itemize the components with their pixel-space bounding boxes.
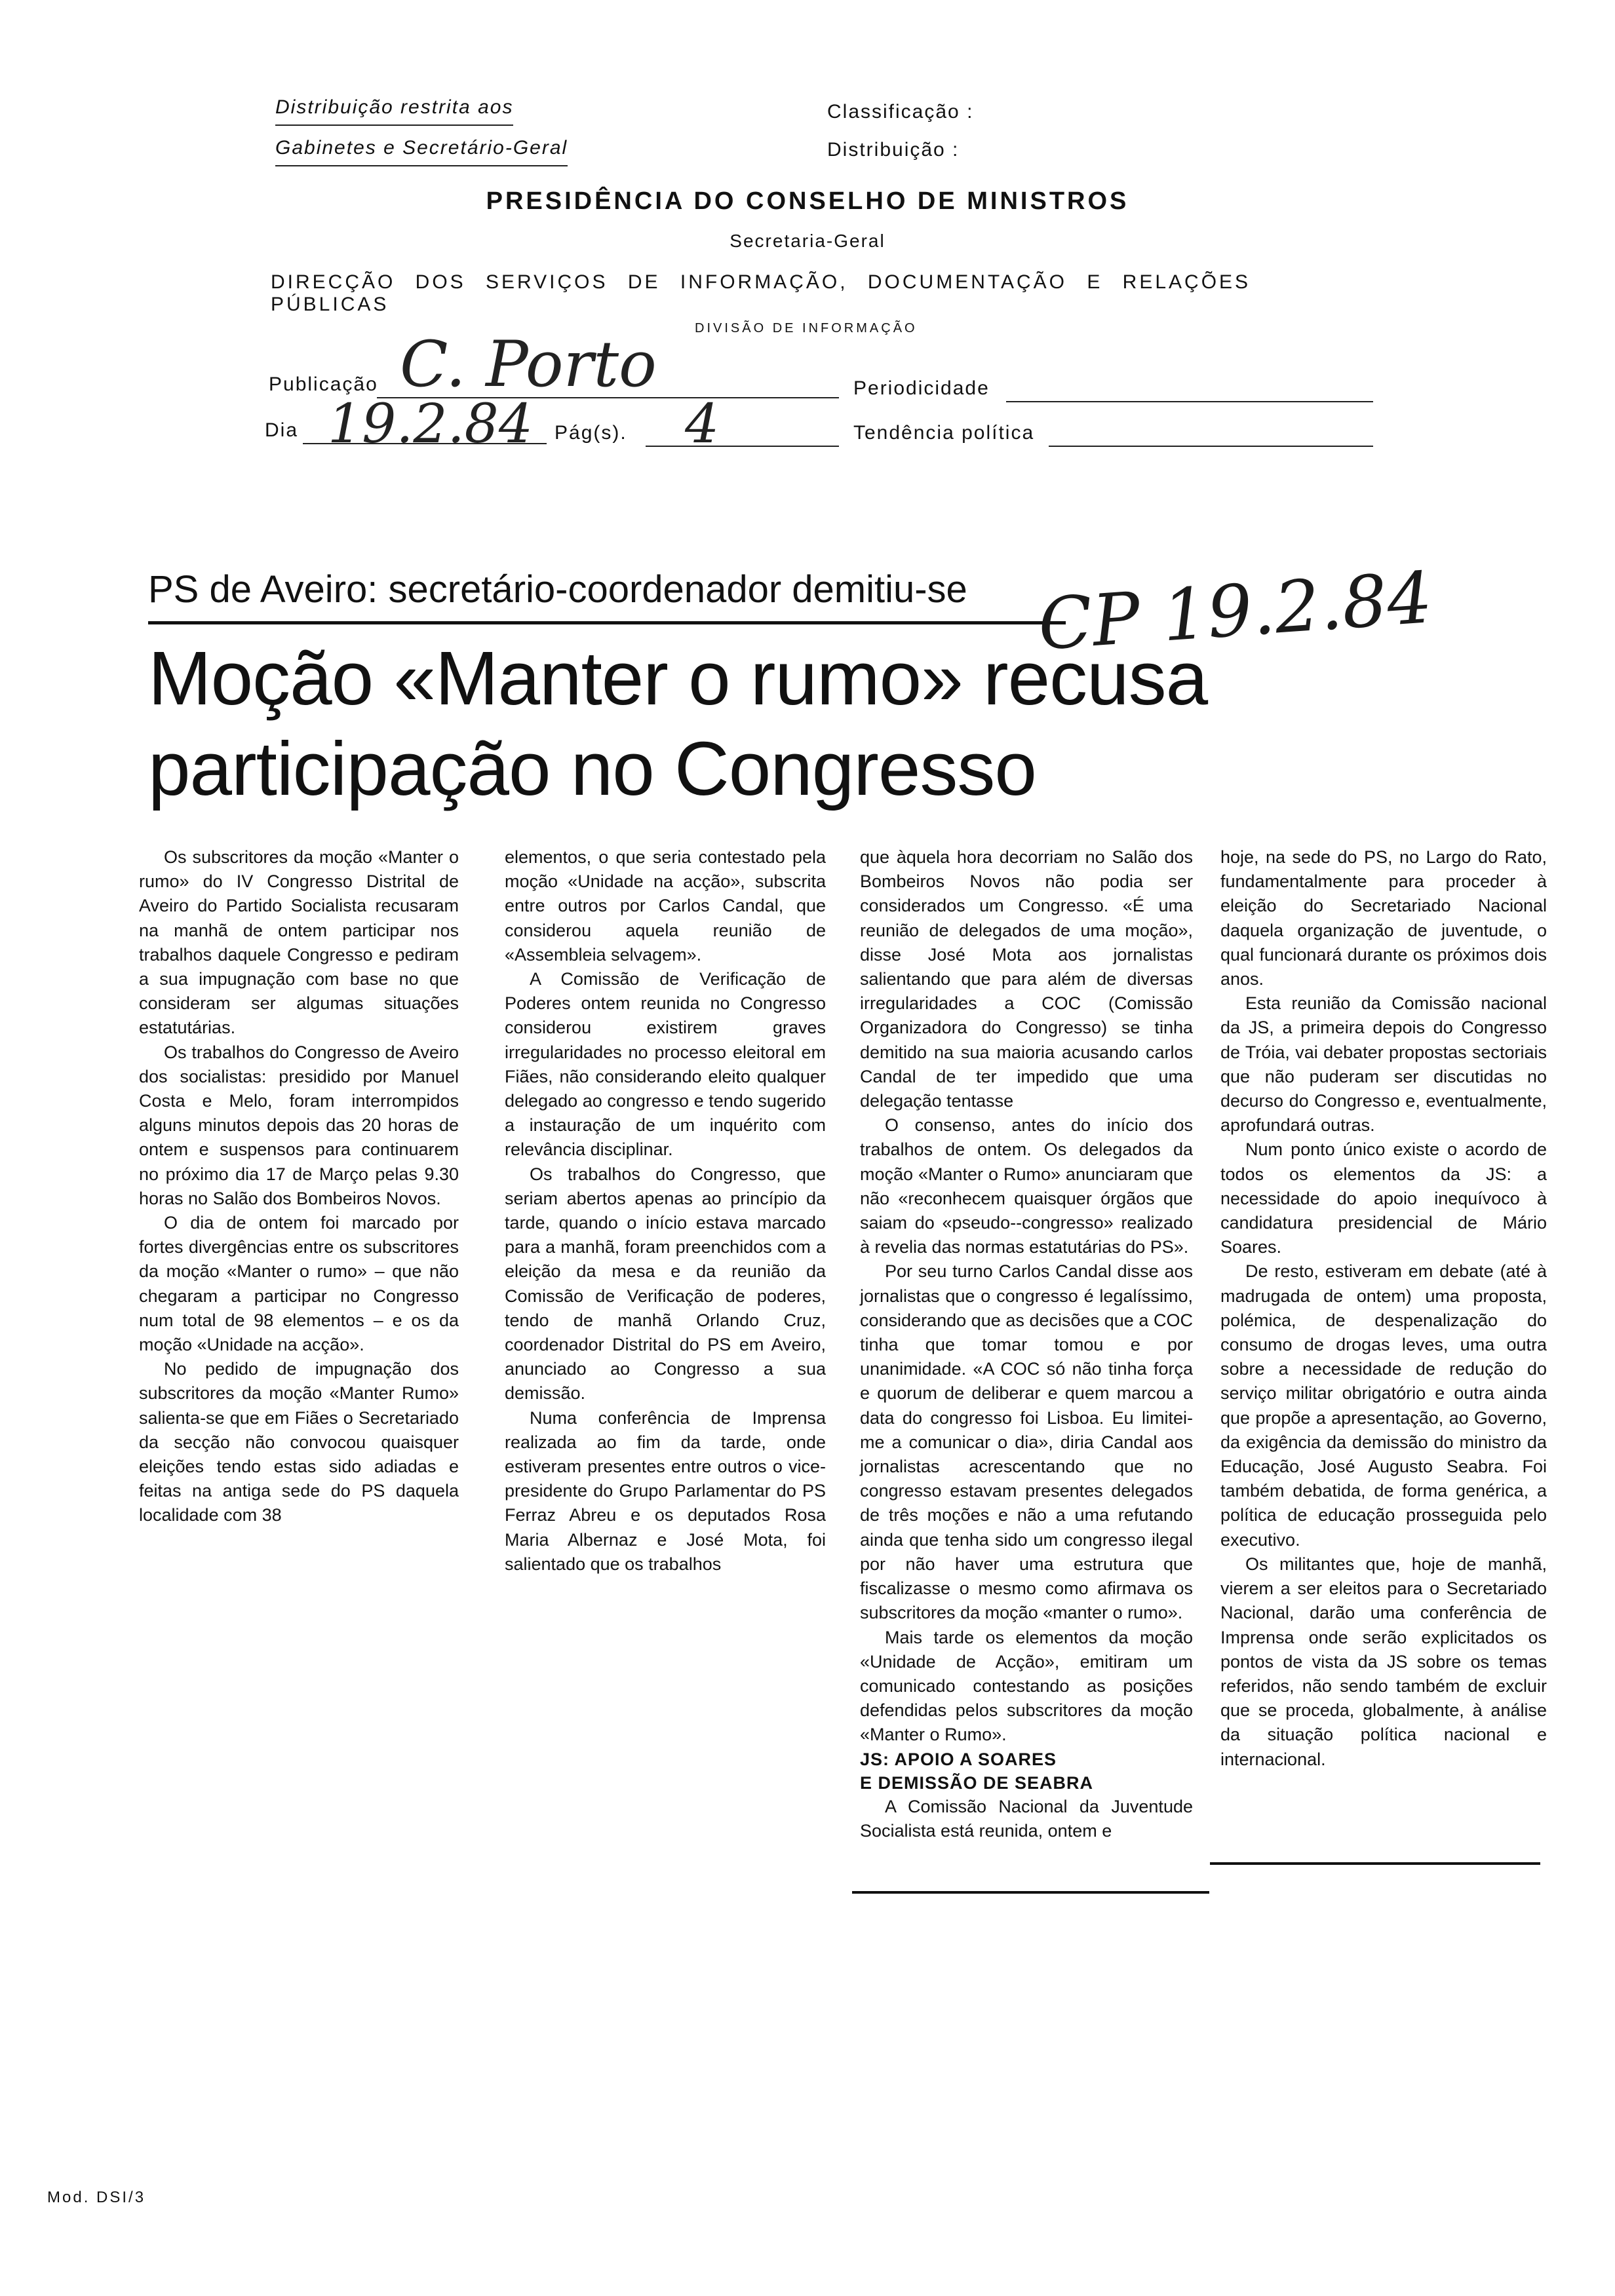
- headline-line-2: participação no Congresso: [148, 726, 1036, 811]
- distribution-label: Distribuição :: [827, 139, 960, 161]
- restricted-line-2: Gabinetes e Secretário-Geral: [275, 132, 568, 166]
- presidency-title: PRESIDÊNCIA DO CONSELHO DE MINISTROS: [486, 187, 1129, 215]
- col3-paragraph-4: Mais tarde os elementos da moção «Unidade de Acção», emitiram um comunicado contestando as posições defendidas pelos subscritores da moção «Manter o Rumo».: [860, 1627, 1193, 1745]
- pag-handwritten: 4: [685, 393, 720, 455]
- form-code: Mod. DSI/3: [47, 2189, 146, 2206]
- col2-paragraph-4: Numa conferência de Imprensa realizada ao fim da tarde, onde estiveram presentes entre outros o vice-presidente do Grupo Parlamentar do PS Ferraz Abreu e os deputados Rosa Maria Albernaz e José Mota, foi salientado que os trabalhos: [505, 1407, 826, 1574]
- col3-paragraph-2: O consenso, antes do início dos trabalhos de ontem. Os delegados da moção «Manter o Rumo» anunciaram que não «reconhecem quaisquer órgãos que saiam do «pseudo--congresso» realizado à revelia das normas estatutárias do PS».: [860, 1115, 1193, 1257]
- col3-paragraph-1: que àquela hora decorriam no Salão dos Bombeiros Novos não podia ser considerados um Congresso. «É uma reunião de delegados de uma moção», disse José Mota aos jornalistas salientando que para além de diversas irregularidades a COC (Comissão Organizadora do Congresso) se tinha demitido na sua maioria acusando carlos Candal de ter impedido que uma delegação tentasse: [860, 847, 1193, 1111]
- col2-paragraph-2: A Comissão de Verificação de Poderes ontem reunida no Congresso considerou existirem graves irregularidades no processo eleitoral em Fiães, não considerando eleito qualquer delegado ao congresso e tendo sugerido a instauração de um inquérito com relevância disciplinar.: [505, 969, 826, 1160]
- tendencia-label: Tendência política: [853, 422, 1035, 444]
- col3-paragraph-5: A Comissão Nacional da Juventude Socialista está reunida, ontem e: [860, 1796, 1193, 1841]
- col3-subheading-line-1: JS: APOIO A SOARES: [860, 1749, 1057, 1769]
- article-column-3: [860, 845, 1193, 1843]
- directorate-title: DIRECÇÃO DOS SERVIÇOS DE INFORMAÇÃO, DOCUMENTAÇÃO E RELAÇÕES PÚBLICAS: [271, 271, 1251, 315]
- col3-subheading-line-2: E DEMISSÃO DE SEABRA: [860, 1772, 1094, 1793]
- restricted-distribution: [275, 92, 568, 173]
- col1-paragraph-2: Os trabalhos do Congresso de Aveiro dos socialistas: presidido por Manuel Costa e Melo, foram interrompidos alguns minutos depois das 20 horas de ontem e suspensos para continuarem no próximo dia 17 de Março pelas 9.30 horas no Salão dos Bombeiros Novos.: [139, 1042, 459, 1208]
- periodicidade-label: Periodicidade: [853, 377, 990, 399]
- col4-paragraph-4: De resto, estiveram em debate (até à madrugada de ontem) uma proposta, polémica, de despenalização do consumo de drogas leves, uma outra sobre a necessidade de redução do serviço militar obrigatório e outra ainda que propõe a apresentação, ao Governo, da exigência da demissão do ministro da Educação, José Augusto Seabra. Foi também debatida, de forma genérica, a política de educação prosseguida pelo executivo.: [1220, 1261, 1547, 1550]
- publicacao-handwritten: C. Porto: [400, 328, 657, 401]
- article-column-4: [1220, 845, 1547, 1772]
- column-3-end-rule: [852, 1891, 1209, 1894]
- article-column-1: [139, 845, 459, 1528]
- col2-paragraph-1: elementos, o que seria contestado pela moção «Unidade na acção», subscrita entre outros por Carlos Candal, que considerou aquela reunião de «Assembleia selvagem».: [505, 847, 826, 965]
- pag-line: [646, 446, 839, 447]
- division-title: DIVISÃO DE INFORMAÇÃO: [695, 321, 918, 335]
- col1-paragraph-3: O dia de ontem foi marcado por fortes divergências entre os subscritores da moção «Manter o rumo» – que não chegaram a participar no Congresso num total de 98 elementos – e os da moção «Unidade na acção».: [139, 1213, 459, 1355]
- col4-paragraph-5: Os militantes que, hoje de manhã, vierem a ser eleitos para o Secretariado Nacional, darão uma conferência de Imprensa onde serão explicitados os pontos de vista da JS sobre os temas referidos, não sendo também de excluir que se proceda, globalmente, à análise da situação política nacional e internacional.: [1220, 1554, 1547, 1769]
- col3-paragraph-3: Por seu turno Carlos Candal disse aos jornalistas que o congresso é legalíssimo, considerando que as decisões que a COC tinha que tomar tomou e por unanimidade. «A COC só não tinha força e quorum de deliberar e quem marcou a data do congresso foi Lisboa. Eu limitei-me a comunicar o dia», diria Candal aos jornalistas acrescentando que no congresso estavam presentes delegados de três moções e não a uma refutando ainda que tenha sido um congresso ilegal por não haver uma estrutura que fiscalizasse o mesmo como afirmava os subscritores da moção «manter o rumo».: [860, 1261, 1193, 1623]
- article-kicker: PS de Aveiro: secretário-coordenador demitiu-se: [148, 568, 967, 611]
- pag-label: Pág(s).: [555, 422, 627, 444]
- classification-label: Classificação :: [827, 101, 974, 123]
- kicker-underline: [148, 621, 1066, 624]
- periodicidade-line: [1006, 401, 1373, 402]
- col4-paragraph-1: hoje, na sede do PS, no Largo do Rato, fundamentalmente para proceder à eleição do Secretariado Nacional daquela organização de juventude, o qual funcionará durante os próximos dois anos.: [1220, 847, 1547, 989]
- col1-paragraph-1: Os subscritores da moção «Manter o rumo» do IV Congresso Distrital de Aveiro do Partido Socialista recusaram na manhã de ontem participar nos trabalhos daquele Congresso e pediram a sua impugnação com base no que consideram ser algumas situações estatutárias.: [139, 847, 459, 1038]
- col2-paragraph-3: Os trabalhos do Congresso, que seriam abertos apenas ao princípio da tarde, quando o início estava marcado para a manhã, foram preenchidos com a eleição da mesa e da reunião da Comissão de Verificação de poderes, tendo de manhã Orlando Cruz, coordenador Distrital do PS em Aveiro, anunciado ao Congresso a sua demissão.: [505, 1164, 826, 1404]
- classification-block: [827, 93, 973, 169]
- dia-line: [303, 443, 547, 444]
- handwritten-annotation: CP 19.2.84: [1036, 557, 1435, 666]
- restricted-line-1: Distribuição restrita aos: [275, 92, 513, 126]
- secretariat-title: Secretaria-Geral: [730, 231, 885, 251]
- col1-paragraph-4: No pedido de impugnação dos subscritores da moção «Manter Rumo» salienta-se que em Fiães o Secretariado da secção não convocou quaisquer eleições tendo estas sido adiadas e feitas na antiga sede do PS daquela localidade com 38: [139, 1359, 459, 1525]
- dia-handwritten: 19.2.84: [328, 393, 533, 455]
- tendencia-line: [1049, 446, 1373, 447]
- article-column-2: [505, 845, 826, 1577]
- col4-paragraph-3: Num ponto único existe o acordo de todos os elementos da JS: a necessidade do apoio inequívoco à candidatura presidencial de Mário Soares.: [1220, 1139, 1547, 1257]
- headline-line-1: Moção «Manter o rumo» recusa: [148, 636, 1208, 721]
- dia-label: Dia: [265, 419, 299, 441]
- publicacao-label: Publicação: [269, 373, 378, 395]
- column-4-end-rule: [1210, 1862, 1540, 1865]
- col4-paragraph-2: Esta reunião da Comissão nacional da JS, a primeira depois do Congresso de Tróia, vai debater propostas sectoriais que não puderam ser discutidas no decurso do Congresso e, eventualmente, aprofundará outras.: [1220, 993, 1547, 1136]
